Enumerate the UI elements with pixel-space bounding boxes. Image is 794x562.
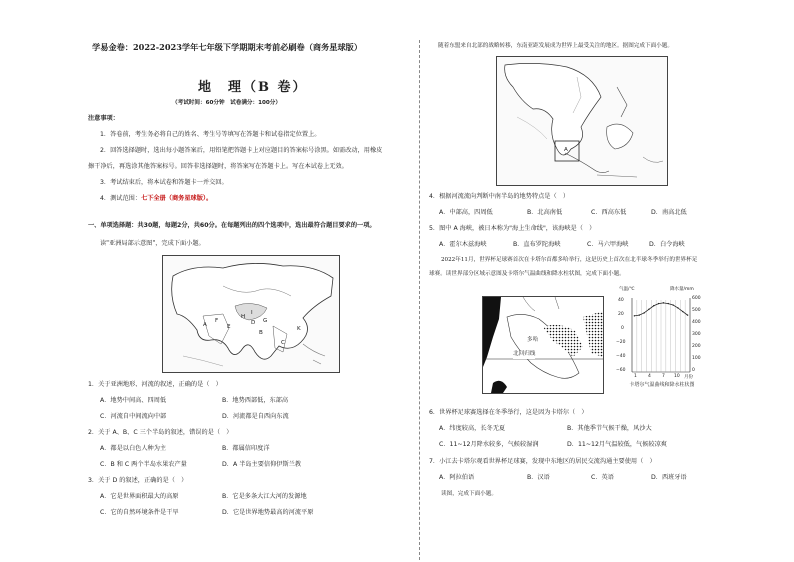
left-tick: −20 bbox=[616, 340, 626, 345]
question-option: A．霍尔木兹海峡 bbox=[439, 241, 487, 248]
note-item: 擦干净后，再选涂其他答案标号。回答非选择题时，将答案写在答题卡上。写在本试卷上无效。 bbox=[88, 163, 348, 170]
question-option: A．中部高，四周低 bbox=[439, 209, 493, 216]
worldcup-intro: 球赛。读世界部分区域示意图及卡塔尔气温曲线和降水柱状图，完成下面小题。 bbox=[429, 271, 625, 277]
southeast-asia-map bbox=[496, 56, 668, 186]
question-option: B．汉语 bbox=[527, 474, 550, 481]
right-axis-label: 降水量/mm bbox=[670, 287, 694, 292]
page-title: 地 理（B 卷） bbox=[198, 80, 308, 95]
right-tick: 300 bbox=[692, 332, 701, 337]
note-item: 3．考试结束后，将本试卷和答题卡一并交回。 bbox=[100, 179, 228, 186]
question-option: B．北高南低 bbox=[527, 209, 563, 216]
asia-map-label: B bbox=[259, 330, 263, 336]
question-stem: 1．关于亚洲地形、河流的叙述，正确的是（ ） bbox=[88, 381, 222, 388]
section-intro: 读"亚洲局部示意图"，完成下面小题。 bbox=[100, 240, 205, 247]
note-item: 1．答卷前，考生务必将自己的姓名、考生号等填写在答题卡和试卷指定位置上。 bbox=[100, 131, 321, 138]
tropic-of-cancer-label: 北回归线 bbox=[513, 351, 536, 357]
question-option: A．它是世界面积最大的高原 bbox=[100, 493, 179, 500]
x-tick: 1 bbox=[634, 374, 637, 379]
asia-map bbox=[162, 255, 340, 373]
worldcup-intro: 2022年11月，世界杯足球赛首次在卡塔尔首都多哈举行，这是历史上首次在北半球冬季举行的世界杯足 bbox=[441, 257, 698, 263]
question-option: C．它的自然环境条件是干旱 bbox=[100, 509, 179, 516]
note-item: 2．回答选择题时，选出每小题答案后，用铅笔把答题卡上对应题目的答案标号涂黑。如需改动，用橡皮 bbox=[100, 147, 383, 154]
left-tick: 20 bbox=[618, 312, 624, 317]
left-tick: 40 bbox=[618, 298, 624, 303]
asia-map-label: G bbox=[263, 318, 268, 324]
question-option: A．都是以白色人种为主 bbox=[100, 445, 167, 452]
question-stem: 5．图中 A 海峡，被日本称为"海上生命线"，该海峡是（ ） bbox=[429, 225, 596, 232]
strait-label-a: A bbox=[564, 147, 568, 153]
left-tick: −60 bbox=[616, 368, 626, 373]
question-option: A．阿拉伯语 bbox=[439, 474, 475, 481]
question-option: A．纬度较高，长冬无夏 bbox=[439, 425, 506, 432]
question-option: C．11~12月降水较多，气候较湿润 bbox=[439, 441, 539, 448]
question-option: D．A 半岛主要信仰伊斯兰教 bbox=[222, 461, 302, 468]
x-tick: 10 bbox=[674, 374, 680, 379]
question-option: D．河流都是自西向东流 bbox=[222, 413, 289, 420]
asia-map-label: F bbox=[215, 318, 219, 324]
question-option: C．英语 bbox=[591, 474, 614, 481]
asia-map-label: K bbox=[297, 326, 301, 332]
note-scope bbox=[100, 195, 212, 203]
scope-value: 七下全册（商务星球版）。 bbox=[141, 195, 213, 202]
asia-map-label: E bbox=[227, 324, 231, 330]
right-intro: 随着东盟来自北部的战略转移，东南亚距发展成为世界上最受关注的地区。据图完成下面小题。 bbox=[438, 43, 673, 49]
question-stem: 7．小江去卡塔尔观看世界杯足球赛，发现中东地区的居民交流沟通主要使用（ ） bbox=[429, 458, 656, 465]
question-option: C．马六甲海峡 bbox=[587, 241, 629, 248]
question-option: D．西班牙语 bbox=[651, 474, 687, 481]
right-tick: 100 bbox=[692, 356, 701, 361]
x-tick: 4 bbox=[648, 374, 651, 379]
question-option: C．西高东低 bbox=[591, 209, 627, 216]
question-option: B．其他季节气候干燥，风沙大 bbox=[567, 425, 652, 432]
question-option: D．它是世界地势最高的河流平原 bbox=[222, 509, 314, 516]
right-tick: 600 bbox=[692, 296, 701, 301]
asia-map-label: I bbox=[251, 310, 253, 316]
qatar-region-map-svg bbox=[483, 297, 603, 393]
section-heading: 一、单项选择题：共30题，每题2分，共60分。在每题列出的四个选项中，选出最符合题目要求的一项。 bbox=[88, 222, 376, 229]
question-option: D．南高北低 bbox=[651, 209, 687, 216]
asia-map-label: A bbox=[203, 322, 207, 328]
scope-prefix: 4．测试范围： bbox=[100, 195, 142, 202]
climate-chart bbox=[616, 286, 706, 404]
left-axis-label: 气温/℃ bbox=[619, 287, 635, 292]
chart-title: 卡塔尔气温曲线和降水柱状图 bbox=[629, 382, 695, 388]
question-option: B．地势西部低，东部高 bbox=[222, 397, 289, 404]
closing-instruction: 读图，完成下面小题。 bbox=[441, 491, 497, 497]
question-option: D．11~12月气温较低，气候较凉爽 bbox=[567, 441, 667, 448]
right-tick: 200 bbox=[692, 344, 701, 349]
question-stem: 6．世界杯足球赛选择在冬季举行，这是因为卡塔尔（ ） bbox=[429, 409, 588, 416]
exam-series-title: 学易金卷：2022-2023学年七年级下学期期末考前必刷卷（商务星球版） bbox=[92, 42, 363, 52]
column-divider bbox=[419, 40, 420, 560]
question-stem: 3．关于 D 的叙述，正确的是（ ） bbox=[88, 477, 188, 484]
qatar-region-map bbox=[482, 296, 604, 394]
southeast-asia-map-svg bbox=[497, 57, 667, 185]
question-option: D．白令海峡 bbox=[649, 241, 685, 248]
question-stem: 2．关于 A、B、C 三个半岛的叙述，错误的是（ ） bbox=[88, 429, 233, 436]
question-option: B．直布罗陀海峡 bbox=[513, 241, 561, 248]
notes-heading: 注意事项： bbox=[88, 115, 119, 122]
question-stem: 4．根据河流流向判断中南半岛的地势特点是（ ） bbox=[429, 193, 570, 200]
right-tick: 500 bbox=[692, 308, 701, 313]
question-option: C．B 和 C 两个半岛水果农产量 bbox=[100, 461, 187, 468]
asia-map-label: H bbox=[241, 314, 246, 320]
x-tick: 7 bbox=[662, 374, 665, 379]
question-option: B．它是多条大江大河的发源地 bbox=[222, 493, 307, 500]
question-option: C．河流自中间流向中部 bbox=[100, 413, 167, 420]
question-option: B．都属信印度洋 bbox=[222, 445, 270, 452]
left-tick: −40 bbox=[616, 354, 626, 359]
asia-map-label: C bbox=[281, 340, 285, 346]
right-tick: 400 bbox=[692, 320, 701, 325]
right-tick: 0 bbox=[692, 368, 695, 373]
exam-info: （考试时间：60分钟 试卷满分：100分） bbox=[172, 100, 281, 106]
left-tick: 0 bbox=[621, 326, 624, 331]
question-option: A．地势中间高、四周低 bbox=[100, 397, 167, 404]
city-label-doha: 多哈 bbox=[527, 337, 539, 343]
asia-map-label: D bbox=[251, 320, 256, 326]
x-tick: 月份 bbox=[684, 375, 693, 380]
